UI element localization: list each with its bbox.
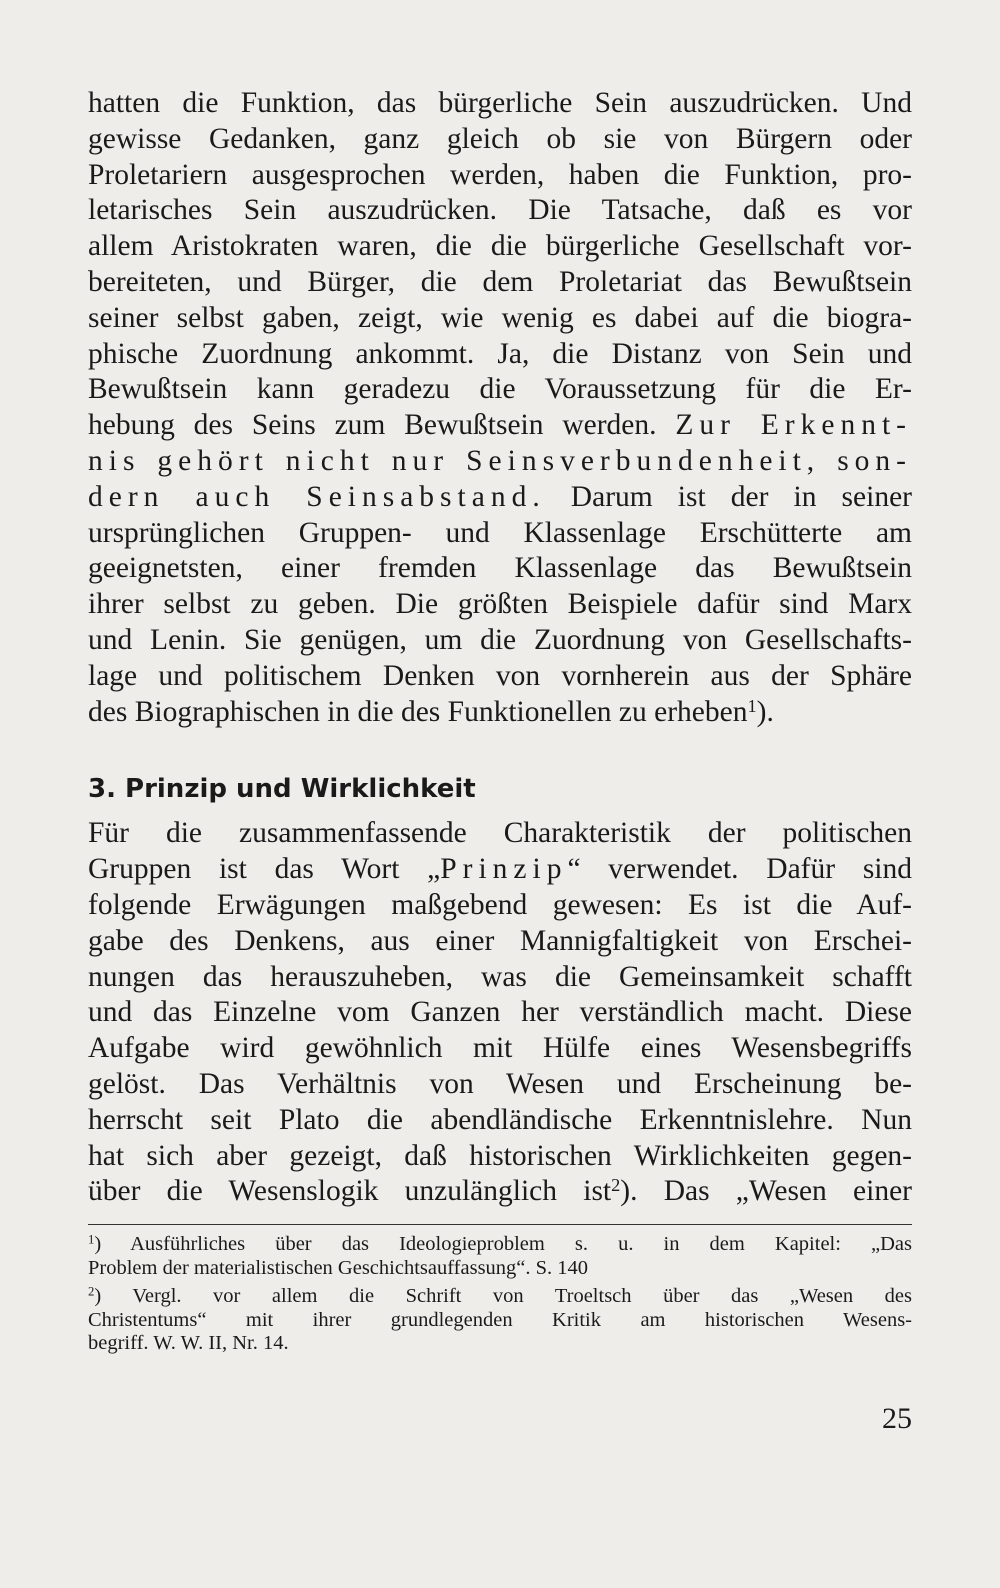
text-line bbox=[88, 695, 912, 731]
text-line bbox=[88, 1174, 912, 1210]
footnote-line: begriff. W. W. II, Nr. 14. bbox=[88, 1332, 289, 1355]
text-fragment: hebung des Seins zum Bewußtsein werden. bbox=[88, 409, 657, 442]
text-fragment: Gruppen ist das Wort „ bbox=[88, 853, 441, 886]
text-line: nungen das herauszuheben, was die Gemeinsamkeit schafft bbox=[88, 960, 912, 993]
text-line: und das Einzelne vom Ganzen her verständlich macht. Diese bbox=[88, 996, 912, 1029]
footnote-2 bbox=[88, 1285, 912, 1356]
text-line bbox=[88, 852, 912, 888]
text-line: seiner selbst gaben, zeigt, wie wenig es dabei auf die biogra- bbox=[88, 301, 912, 334]
text-line: hat sich aber gezeigt, daß historischen Wirklichkeiten gegen- bbox=[88, 1139, 912, 1172]
text-fragment: des Biographischen in die des Funktionellen zu erheben bbox=[88, 695, 748, 728]
emphasis-text: Zur Erkennt- bbox=[675, 409, 912, 442]
footnote-1 bbox=[88, 1233, 912, 1280]
text-line: bereiteten, und Bürger, die dem Proletariat das Bewußtsein bbox=[88, 265, 912, 298]
footnote-mark: 2 bbox=[88, 1284, 95, 1299]
text-line: folgende Erwägungen maßgebend gewesen: Es ist die Auf- bbox=[88, 888, 912, 921]
text-line: ihrer selbst zu geben. Die größten Beispiele dafür sind Marx bbox=[88, 588, 912, 621]
section-heading: 3. Prinzip und Wirklichkeit bbox=[88, 774, 476, 805]
emphasis-text: Prinzip bbox=[440, 853, 568, 886]
text-fragment: ). Das „Wesen einer bbox=[620, 1175, 912, 1208]
text-line: Bewußtsein kann geradezu die Voraussetzung für die Er- bbox=[88, 373, 912, 406]
text-fragment: über die Wesenslogik unzulänglich ist bbox=[88, 1175, 612, 1208]
main-text bbox=[88, 86, 912, 1210]
footnotes bbox=[88, 1233, 912, 1356]
text-line: Aufgabe wird gewöhnlich mit Hülfe eines Wesensbegriffs bbox=[88, 1032, 912, 1065]
text-fragment: ) Ausführliches über das Ideologieproblem s. u. in dem Kapitel: „Das bbox=[94, 1233, 912, 1256]
text-line: gelöst. Das Verhältnis von Wesen und Erscheinung be- bbox=[88, 1067, 912, 1100]
footnote-divider bbox=[88, 1224, 912, 1225]
footnote-line bbox=[88, 1285, 912, 1309]
text-line: herrscht seit Plato die abendländische Erkenntnislehre. Nun bbox=[88, 1103, 912, 1136]
text-fragment: Darum ist der in seiner bbox=[570, 480, 912, 513]
text-fragment: ) Vergl. vor allem die Schrift von Troeltsch über das „Wesen des bbox=[94, 1285, 912, 1308]
footnote-line: Christentums“ mit ihrer grundlegenden Kritik am historischen Wesens- bbox=[88, 1308, 912, 1331]
footnote-line: Problem der materialistischen Geschichtsauffassung“. S. 140 bbox=[88, 1256, 589, 1279]
text-line: phische Zuordnung ankommt. Ja, die Distanz von Sein und bbox=[88, 337, 912, 370]
text-fragment: ). bbox=[756, 695, 774, 728]
text-line: gewisse Gedanken, ganz gleich ob sie von Bürgern oder bbox=[88, 122, 912, 155]
page-number: 25 bbox=[882, 1402, 912, 1435]
text-line: Für die zusammenfassende Charakteristik der politischen bbox=[88, 817, 912, 850]
emphasis-line: nis gehört nicht nur Seinsverbundenheit, son- bbox=[88, 444, 912, 477]
text-line bbox=[88, 408, 912, 444]
text-line: letarisches Sein auszudrücken. Die Tatsache, daß es vor bbox=[88, 194, 912, 227]
text-line: lage und politischem Denken von vornherein aus der Sphäre bbox=[88, 659, 912, 692]
text-line: und Lenin. Sie genügen, um die Zuordnung von Gesellschafts- bbox=[88, 623, 912, 656]
text-line: Proletariern ausgesprochen werden, haben die Funktion, pro- bbox=[88, 158, 912, 191]
footnote-ref: 2 bbox=[611, 1175, 621, 1196]
text-line: allem Aristokraten waren, die die bürgerliche Gesellschaft vor- bbox=[88, 230, 912, 263]
text-line: ursprünglichen Gruppen- und Klassenlage Erschütterte am bbox=[88, 516, 912, 549]
footnote-ref: 1 bbox=[747, 695, 757, 716]
page-content bbox=[88, 86, 912, 1361]
text-line: hatten die Funktion, das bürgerliche Sein auszudrücken. Und bbox=[88, 87, 912, 119]
emphasis-text: dern auch Seinsabstand. bbox=[88, 480, 546, 513]
text-line: geeignetsten, einer fremden Klassenlage das Bewußtsein bbox=[88, 552, 912, 585]
text-line bbox=[88, 480, 912, 516]
footnote-mark: 1 bbox=[88, 1232, 95, 1247]
text-line: gabe des Denkens, aus einer Mannigfaltigkeit von Erschei- bbox=[88, 924, 912, 957]
footnote-line bbox=[88, 1233, 912, 1257]
text-fragment: “ verwendet. Dafür sind bbox=[567, 853, 912, 886]
